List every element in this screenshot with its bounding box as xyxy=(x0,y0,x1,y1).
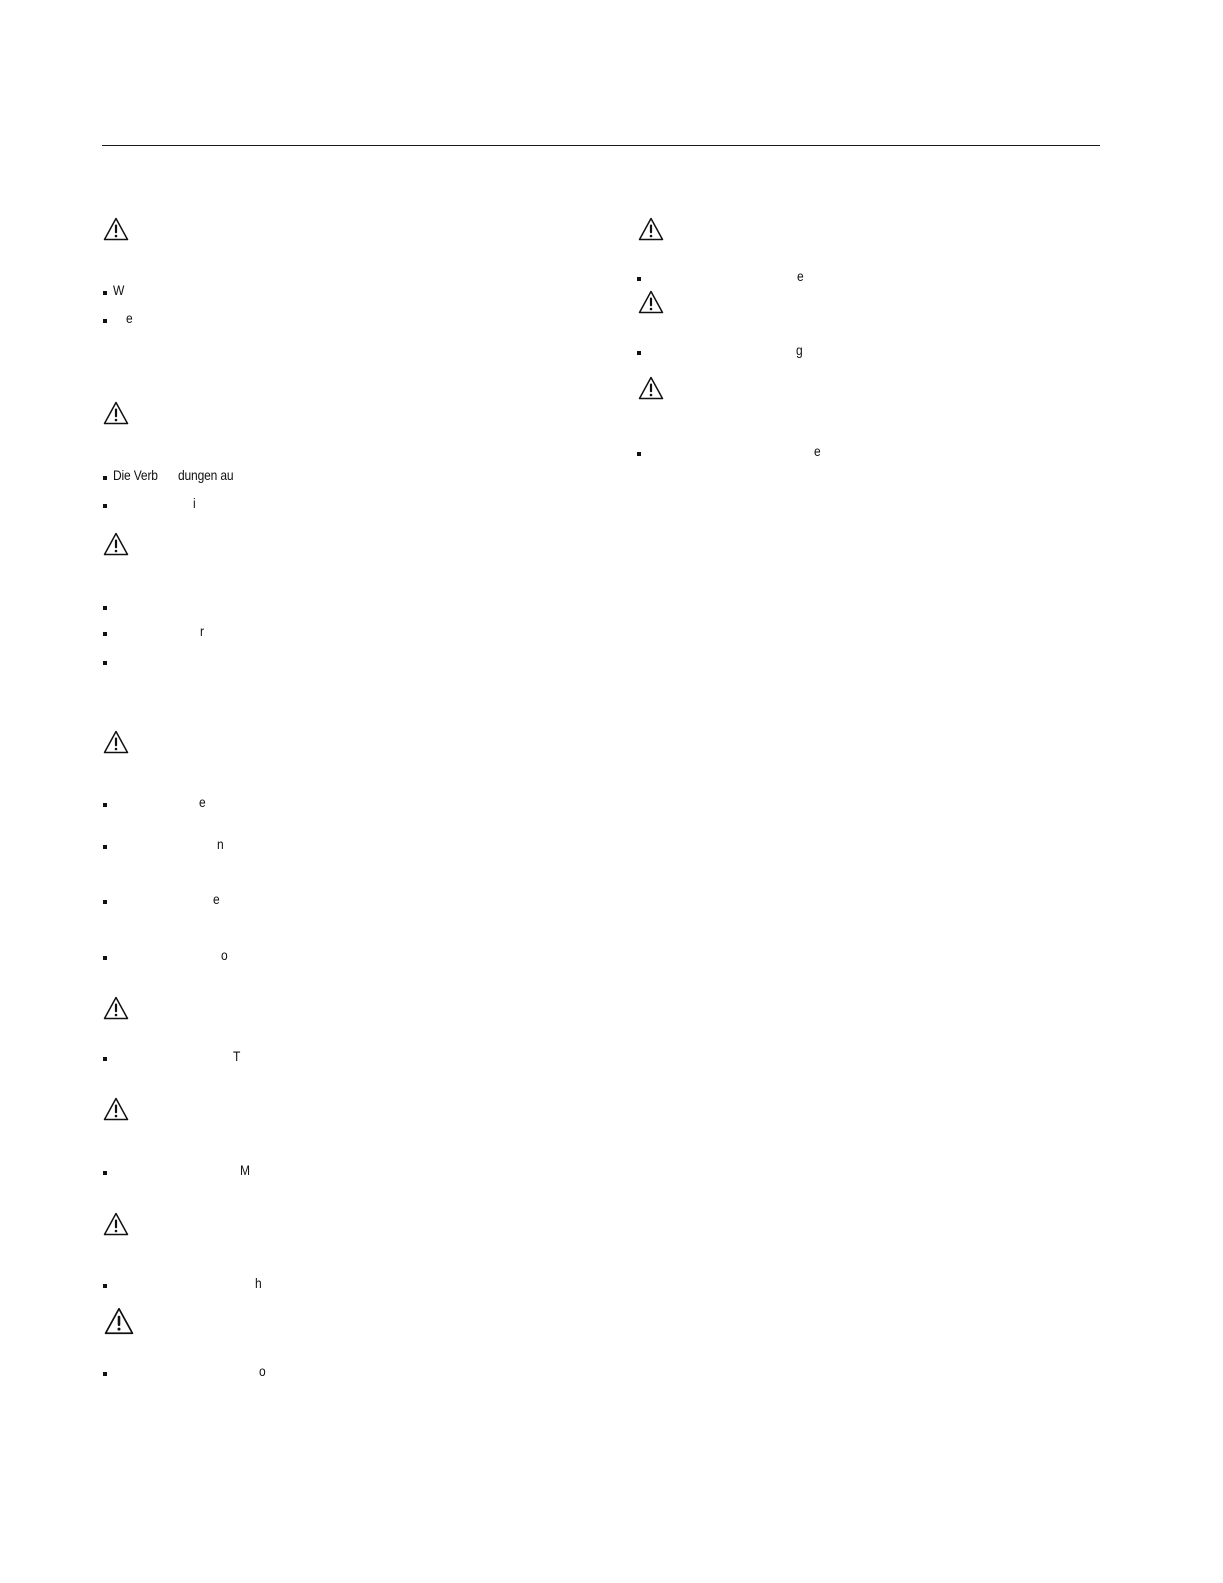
warning-triangle-icon xyxy=(103,1307,135,1335)
square-bullet-icon xyxy=(637,452,641,456)
warning-triangle-icon xyxy=(638,217,664,241)
list-item-text: r xyxy=(200,623,204,639)
list-item-text: e xyxy=(797,268,804,284)
square-bullet-icon xyxy=(103,661,107,665)
square-bullet-icon xyxy=(637,351,641,355)
warning-triangle-icon xyxy=(103,996,129,1020)
list-item xyxy=(103,621,107,641)
list-item-text: M xyxy=(240,1162,250,1178)
warning-triangle-icon xyxy=(638,290,664,314)
square-bullet-icon xyxy=(103,1284,107,1288)
list-item xyxy=(103,945,107,965)
list-item xyxy=(103,1273,107,1293)
list-item-text: e xyxy=(199,794,206,810)
square-bullet-icon xyxy=(103,1057,107,1061)
list-item xyxy=(103,889,107,909)
warning-triangle-icon xyxy=(103,1097,129,1121)
list-item-text: T xyxy=(233,1048,241,1064)
square-bullet-icon xyxy=(103,504,107,508)
header-rule xyxy=(102,145,1100,146)
square-bullet-icon xyxy=(103,291,107,295)
warning-triangle-icon xyxy=(103,532,129,556)
list-item xyxy=(103,493,107,513)
list-item xyxy=(103,595,107,615)
list-item-text: g xyxy=(796,342,803,358)
list-item-text: n xyxy=(217,836,224,852)
square-bullet-icon xyxy=(103,803,107,807)
list-item-text: W xyxy=(113,282,125,298)
list-item xyxy=(103,1361,107,1381)
list-item xyxy=(103,1046,107,1066)
square-bullet-icon xyxy=(103,319,107,323)
list-item xyxy=(103,650,107,670)
list-item-text: e xyxy=(213,891,220,907)
warning-triangle-icon xyxy=(103,730,129,754)
list-item-text: o xyxy=(259,1363,266,1379)
list-item xyxy=(637,266,641,286)
list-item xyxy=(103,465,107,485)
list-item xyxy=(103,834,107,854)
square-bullet-icon xyxy=(103,632,107,636)
list-item-text: dungen au xyxy=(178,467,234,483)
list-item-text: e xyxy=(126,310,133,326)
square-bullet-icon xyxy=(103,956,107,960)
list-item xyxy=(103,280,107,300)
square-bullet-icon xyxy=(637,277,641,281)
list-item xyxy=(103,308,107,328)
square-bullet-icon xyxy=(103,606,107,610)
square-bullet-icon xyxy=(103,845,107,849)
list-item xyxy=(637,340,641,360)
square-bullet-icon xyxy=(103,476,107,480)
list-item xyxy=(103,792,107,812)
warning-triangle-icon xyxy=(103,401,129,425)
list-item-text: o xyxy=(221,947,228,963)
warning-triangle-icon xyxy=(638,376,664,400)
warning-triangle-icon xyxy=(103,1212,129,1236)
list-item-text: Die Verb xyxy=(113,467,158,483)
list-item-text: h xyxy=(255,1275,262,1291)
warning-triangle-icon xyxy=(103,217,129,241)
list-item xyxy=(103,1160,107,1180)
list-item-text: e xyxy=(814,443,821,459)
list-item xyxy=(637,441,641,461)
list-item-text: i xyxy=(193,495,196,511)
square-bullet-icon xyxy=(103,1171,107,1175)
square-bullet-icon xyxy=(103,1372,107,1376)
square-bullet-icon xyxy=(103,900,107,904)
